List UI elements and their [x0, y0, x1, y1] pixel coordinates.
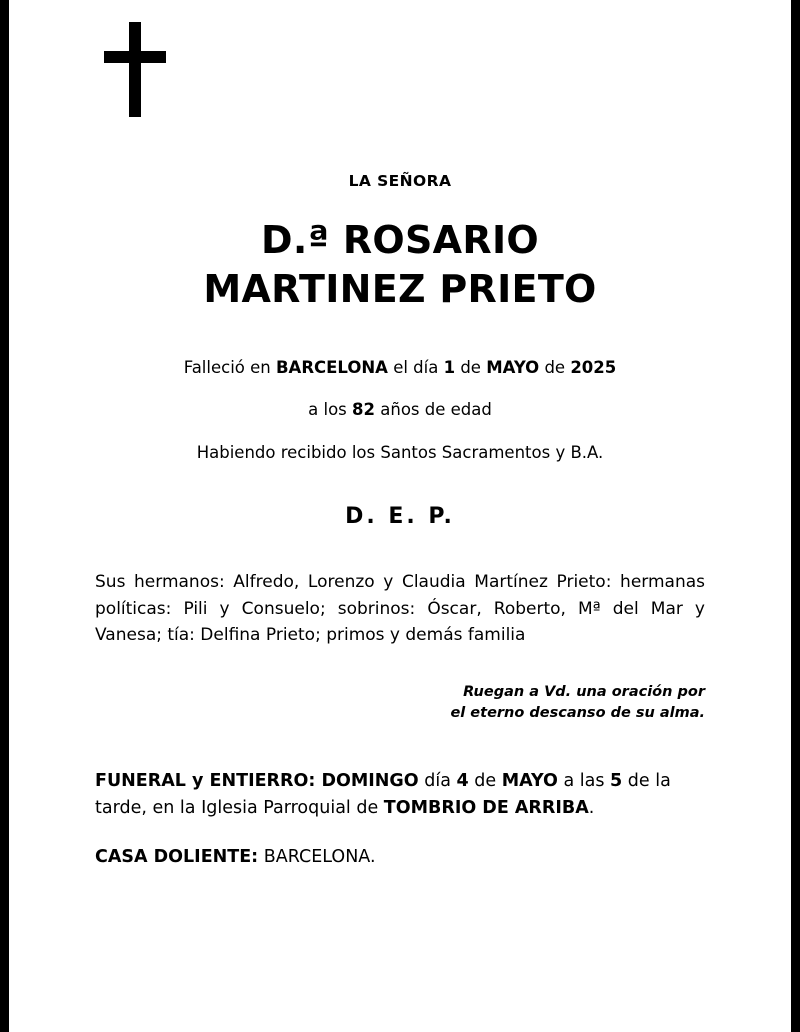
mourning-house [95, 847, 705, 867]
mourning-value: BARCELONA. [258, 846, 376, 867]
death-mid: el día [387, 358, 444, 378]
death-day: 1 [443, 358, 456, 378]
deceased-name-line-1: D.ª ROSARIO [261, 218, 539, 262]
left-black-border [0, 0, 9, 1032]
funeral-month: MAYO [501, 771, 558, 792]
death-of: de [455, 358, 487, 378]
family-list: Sus hermanos: Alfredo, Lorenzo y Claudia Martínez Prieto: hermanas políticas: Pili y Consuelo; sobrinos: Óscar, Roberto, Mª del Mar y Vanesa; tía: Delfina Prieto; primos y demás familia [95, 572, 705, 645]
obituary-content [9, 0, 791, 867]
funeral-details [95, 768, 705, 821]
funeral-place: TOMBRIO DE ARRIBA [383, 797, 589, 818]
sacraments-line: Habiendo recibido los Santos Sacramentos y B.A. [196, 443, 604, 463]
death-month: MAYO [486, 358, 540, 378]
card-inner [9, 0, 791, 1032]
prayer-line-1: Ruegan a Vd. una oración por [463, 684, 705, 701]
funeral-time-prefix: a las [557, 771, 611, 792]
death-place: BARCELONA [275, 358, 388, 378]
age-value: 82 [352, 400, 375, 420]
deceased-name [95, 216, 705, 313]
death-year: 2025 [570, 358, 617, 378]
death-of2: de [539, 358, 571, 378]
dep-abbreviation: D. E. P. [345, 504, 455, 530]
age-suffix: años de edad [375, 400, 492, 420]
prayer-request [95, 682, 705, 724]
death-line [95, 358, 705, 377]
mourning-label: CASA DOLIENTE: [95, 846, 259, 867]
salutation: LA SEÑORA [348, 172, 452, 190]
funeral-day: 4 [456, 771, 469, 792]
funeral-weekday: DOMINGO [315, 771, 419, 792]
funeral-of: de [468, 771, 502, 792]
death-prefix: Falleció en [183, 358, 276, 378]
deceased-name-line-2: MARTINEZ PRIETO [203, 266, 597, 311]
funeral-place-end: . [588, 797, 595, 818]
age-prefix: a los [308, 400, 353, 420]
funeral-time: 5 [610, 771, 623, 792]
right-black-border [791, 0, 800, 1032]
funeral-day-prefix: día [418, 771, 457, 792]
funeral-label: FUNERAL y ENTIERRO: [95, 771, 316, 792]
funeral-place-prefix: en la Iglesia Parroquial de [152, 797, 384, 818]
prayer-line-2: el eterno descanso de su alma. [450, 705, 705, 722]
funeral-time-suffix: de la tarde, [95, 771, 671, 818]
age-line [95, 400, 705, 419]
